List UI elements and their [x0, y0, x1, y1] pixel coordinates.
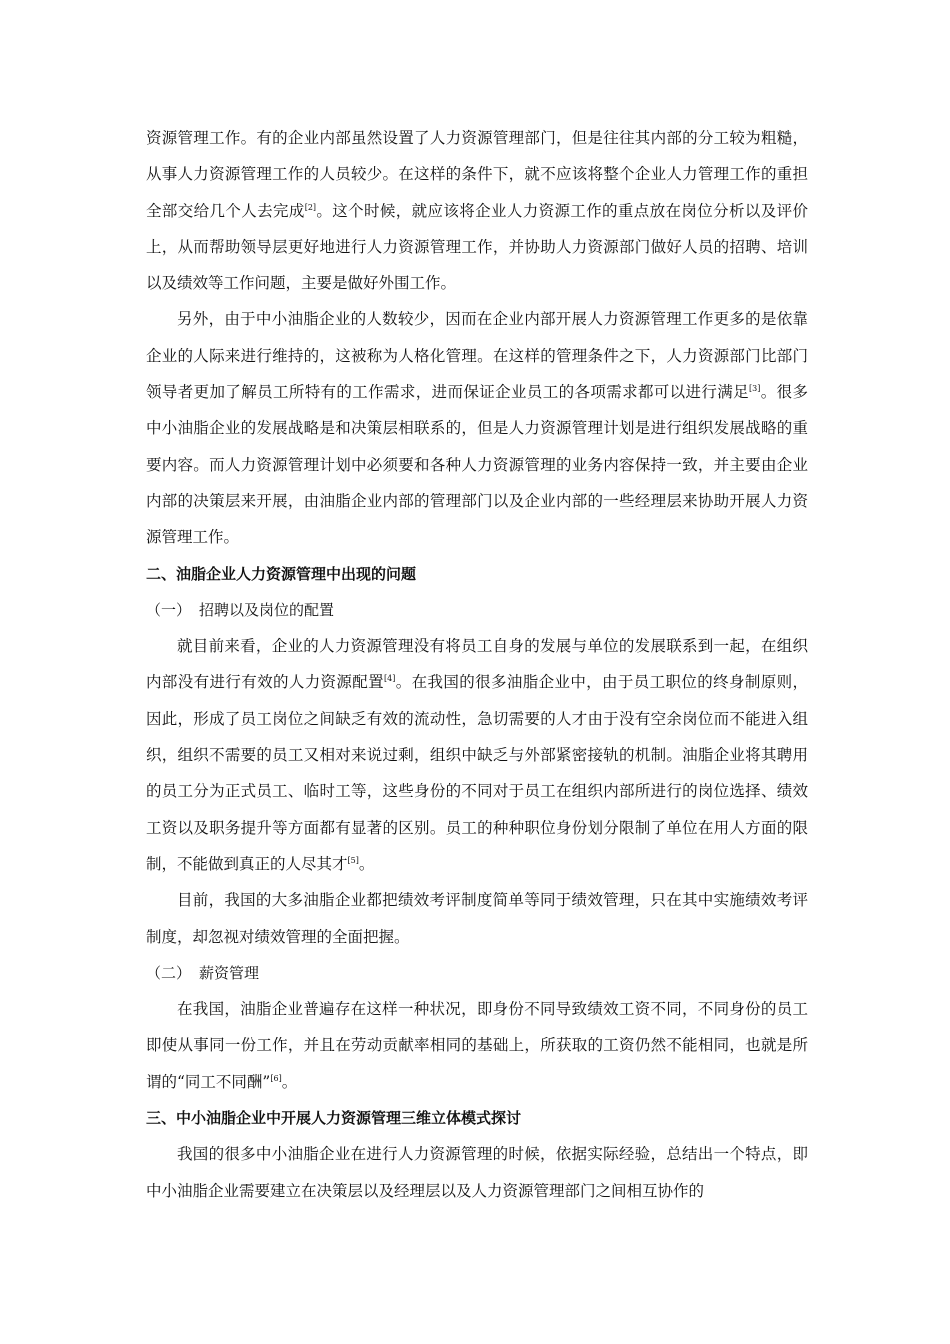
subsection-title: 薪资管理 [199, 963, 260, 982]
paragraph-text: 。这个时候，就应该将企业人力资源工作的重点放在岗位分析以及评价上，从而帮助领导层更好地进行人力资源管理工作，并协助人力资源部门做好人员的招聘、培训以及绩效等工作问题，主要是做好外围工作。 [146, 201, 808, 293]
citation-reference: [4] [384, 674, 396, 684]
paragraph-text: 另外，由于中小油脂企业的人数较少，因而在企业内部开展人力资源管理工作更多的是依靠企业的人际来进行维持的，这被称为人格化管理。在这样的管理条件之下，人力资源部门比部门领导者更加了解员工所特有的工作需求，进而保证企业员工的各项需求都可以进行满足 [146, 310, 808, 402]
paragraph-text: 。很多中小油脂企业的发展战略是和决策层相联系的，但是人力资源管理计划是进行组织发展战略的重要内容。而人力资源管理计划中必须要和各种人力资源管理的业务内容保持一致，并主要由企业内部的决策层来开展，由油脂企业内部的管理部门以及企业内部的一些经理层来协助开展人力资源管理工作。 [146, 383, 808, 547]
paragraph-text: 我国的很多中小油脂企业在进行人力资源管理的时候，依据实际经验，总结出一个特点，即中小油脂企业需要建立在决策层以及经理层以及人力资源管理部门之间相互协作的 [146, 1145, 808, 1200]
paragraph-text: 目前，我国的大多油脂企业都把绩效考评制度简单等同于绩效管理，只在其中实施绩效考评制度，却忽视对绩效管理的全面把握。 [146, 891, 808, 946]
paragraph-text: 。 [358, 854, 375, 873]
document-body [146, 120, 808, 1209]
subsection-number: （二） [146, 963, 192, 982]
body-paragraph [146, 628, 808, 882]
subsection-heading [146, 955, 808, 991]
section-heading: 三、中小油脂企业中开展人力资源管理三维立体模式探讨 [146, 1109, 522, 1128]
citation-reference: [2] [304, 202, 317, 212]
citation-reference: [6] [270, 1073, 282, 1083]
subsection-number: （一） [146, 600, 192, 619]
paragraph-text: 。在我国的很多油脂企业中，由于员工职位的终身制原则，因此，形成了员工岗位之间缺乏有效的流动性，急切需要的人才由于没有空余岗位而不能进入组织，组织不需要的员工又相对来说过剩，组织中缺乏与外部紧密接轨的机制。油脂企业将其聘用的员工分为正式员工、临时工等，这些身份的不同对于员工在组织内部所进行的岗位选择、绩效工资以及职务提升等方面都有显著的区别。员工的种种职位身份划分限制了单位在用人方面的限制，不能做到真正的人尽其才 [146, 673, 808, 873]
subsection-heading [146, 592, 808, 628]
paragraph-text: 在我国，油脂企业普遍存在这样一种状况，即身份不同导致绩效工资不同，不同身份的员工即使从事同一份工作，并且在劳动贡献率相同的基础上，所获取的工资仍然不能相同，也就是所谓的“同工不同酬” [146, 1000, 808, 1091]
body-paragraph [146, 301, 808, 555]
paragraph-text: 就目前来看，企业的人力资源管理没有将员工自身的发展与单位的发展联系到一起，在组织内部没有进行有效的人力资源配置 [146, 637, 808, 692]
section-heading: 二、油脂企业人力资源管理中出现的问题 [146, 564, 417, 583]
citation-reference: [3] [749, 384, 761, 394]
paragraph-text: 资源管理工作。有的企业内部虽然设置了人力资源管理部门，但是往往其内部的分工较为粗糙，从事人力资源管理工作的人员较少。在这样的条件下，就不应该将整个企业人力管理工作的重担全部交给几个人去完成 [146, 129, 808, 220]
citation-reference: [5] [347, 855, 359, 865]
body-paragraph [146, 1136, 808, 1209]
paragraph-text: 。 [281, 1072, 298, 1091]
body-paragraph [146, 991, 808, 1100]
body-paragraph [146, 120, 808, 301]
subsection-title: 招聘以及岗位的配置 [199, 600, 335, 619]
body-paragraph [146, 882, 808, 955]
